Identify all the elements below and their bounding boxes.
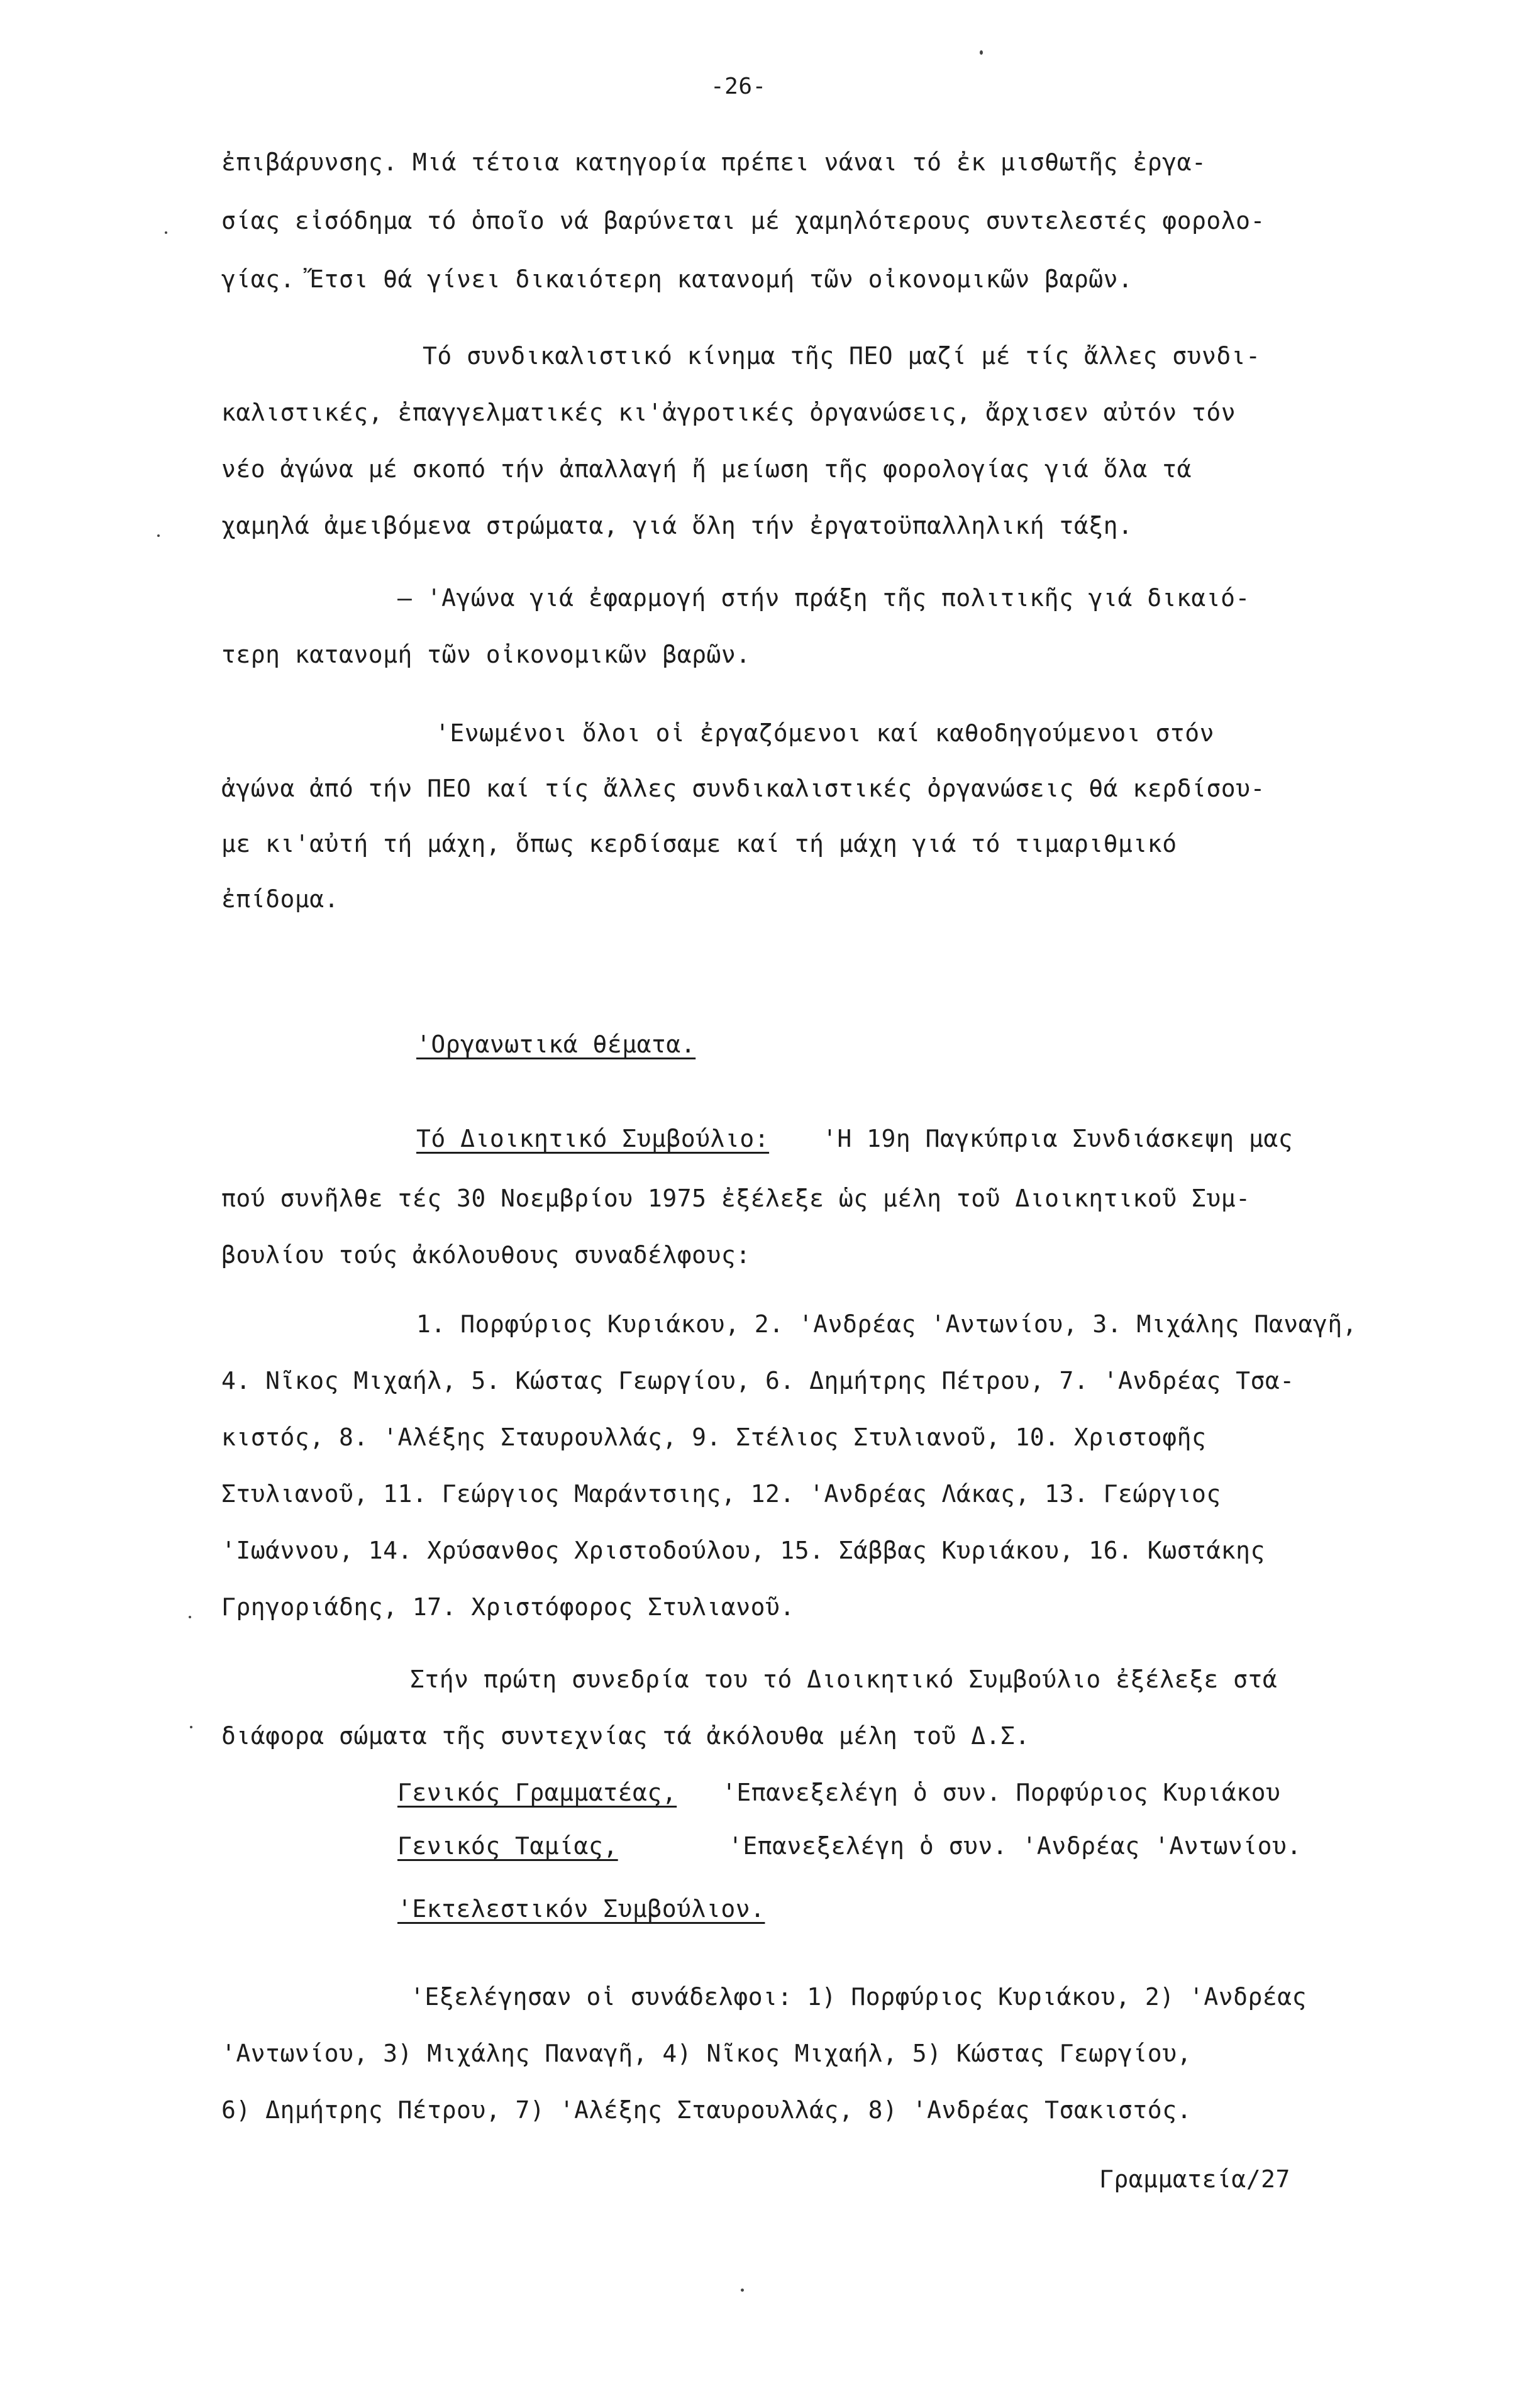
text-line: – 'Αγώνα γιά ἐφαρμογή στήν πράξη τῆς πολιτικῆς γιά δικαιό- [397,584,1250,612]
scan-speck [980,50,983,55]
text-line: χαμηλά ἀμειβόμενα στρώματα, γιά ὅλη τήν ἐργατοϋπαλληλική τάξη. [221,512,1133,539]
text-line: ἐπιβάρυνσης. Μιά τέτοια κατηγορία πρέπει νάναι τό ἐκ μισθωτῆς ἐργα- [221,148,1207,176]
text-line: 'Η 19η Παγκύπρια Συνδιάσκεψη μας [823,1125,1294,1152]
text-line: τερη κατανομή τῶν οἰκονομικῶν βαρῶν. [221,641,751,668]
member-line: 1. Πορφύριος Κυριάκου, 2. 'Ανδρέας 'Αντωνίου, 3. Μιχάλης Παναγῆ, [416,1310,1358,1338]
scan-speck [190,1726,192,1728]
text-line: βουλίου τούς ἀκόλουθους συναδέλφους: [221,1241,751,1269]
scan-speck [157,534,160,537]
board-heading: Τό Διοικητικό Συμβούλιο: [416,1125,770,1152]
scan-speck [165,231,167,234]
text-line: 6) Δημήτρης Πέτρου, 7) 'Αλέξης Σταυρουλλάς, 8) 'Ανδρέας Τσακιστός. [221,2096,1192,2124]
text-line: διάφορα σώματα τῆς συντεχνίας τά ἀκόλουθα μέλη τοῦ Δ.Σ. [221,1722,1030,1750]
section-heading: 'Οργανωτικά θέματα. [416,1030,696,1058]
member-line: κιστός, 8. 'Αλέξης Σταυρουλλάς, 9. Στέλιος Στυλιανοῦ, 10. Χριστοφῆς [221,1423,1207,1451]
scan-speck [741,2289,744,2292]
text-line: Στήν πρώτη συνεδρία του τό Διοικητικό Συμβούλιο ἐξέλεξε στά [410,1665,1278,1693]
executive-heading: 'Εκτελεστικόν Συμβούλιον. [397,1895,765,1923]
officer-value: 'Επανεξελέγη ὁ συν. Πορφύριος Κυριάκου [722,1779,1281,1806]
text-line: Τό συνδικαλιστικό κίνημα τῆς ΠΕΟ μαζί μέ τίς ἄλλες συνδι- [423,342,1261,370]
text-line: σίας εἰσόδημα τό ὁποῖο νά βαρύνεται μέ χαμηλότερους συντελεστές φορολο- [221,207,1265,235]
member-line: Στυλιανοῦ, 11. Γεώργιος Μαράντσιης, 12. 'Ανδρέας Λάκας, 13. Γεώργιος [221,1480,1221,1508]
text-line: ἐπίδομα. [221,885,340,913]
officer-value: 'Επανεξελέγη ὁ συν. 'Ανδρέας 'Αντωνίου. [728,1832,1302,1860]
text-line: γίας. Ἔτσι θά γίνει δικαιότερη κατανομή τῶν οἰκονομικῶν βαρῶν. [221,265,1133,293]
member-line: 'Ιωάννου, 14. Χρύσανθος Χριστοδούλου, 15. Σάββας Κυριάκου, 16. Κωστάκης [221,1537,1265,1564]
scan-speck [189,1616,191,1618]
text-line: 'Ενωμένοι ὅλοι οἱ ἐργαζόμενοι καί καθοδηγούμενοι στόν [435,719,1215,747]
text-line: 'Εξελέγησαν οἱ συνάδελφοι: 1) Πορφύριος Κυριάκου, 2) 'Ανδρέας [410,1983,1307,2011]
officer-title: Γενικός Ταμίας, [397,1832,618,1860]
member-line: Γρηγοριάδης, 17. Χριστόφορος Στυλιανοῦ. [221,1593,795,1621]
catchword: Γραμματεία/27 [1099,2165,1290,2193]
text-line: 'Αντωνίου, 3) Μιχάλης Παναγῆ, 4) Νῖκος Μιχαήλ, 5) Κώστας Γεωργίου, [221,2040,1192,2067]
member-line: 4. Νῖκος Μιχαήλ, 5. Κώστας Γεωργίου, 6. Δημήτρης Πέτρου, 7. 'Ανδρέας Τσα- [221,1367,1295,1395]
text-line: με κι'αὐτή τή μάχη, ὅπως κερδίσαμε καί τή μάχη γιά τό τιμαριθμικό [221,830,1177,858]
text-line: ἀγώνα ἀπό τήν ΠΕΟ καί τίς ἄλλες συνδικαλιστικές ὀργανώσεις θά κερδίσου- [221,775,1265,802]
text-line: νέο ἀγώνα μέ σκοπό τήν ἀπαλλαγή ἤ μείωση τῆς φορολογίας γιά ὅλα τά [221,455,1192,483]
page-number: -26- [711,74,767,99]
text-line: καλιστικές, ἐπαγγελματικές κι'ἀγροτικές ὀργανώσεις, ἄρχισεν αὐτόν τόν [221,399,1236,426]
officer-title: Γενικός Γραμματέας, [397,1779,677,1806]
text-line: πού συνῆλθε τές 30 Νοεμβρίου 1975 ἐξέλεξε ὡς μέλη τοῦ Διοικητικοῦ Συμ- [221,1185,1251,1212]
